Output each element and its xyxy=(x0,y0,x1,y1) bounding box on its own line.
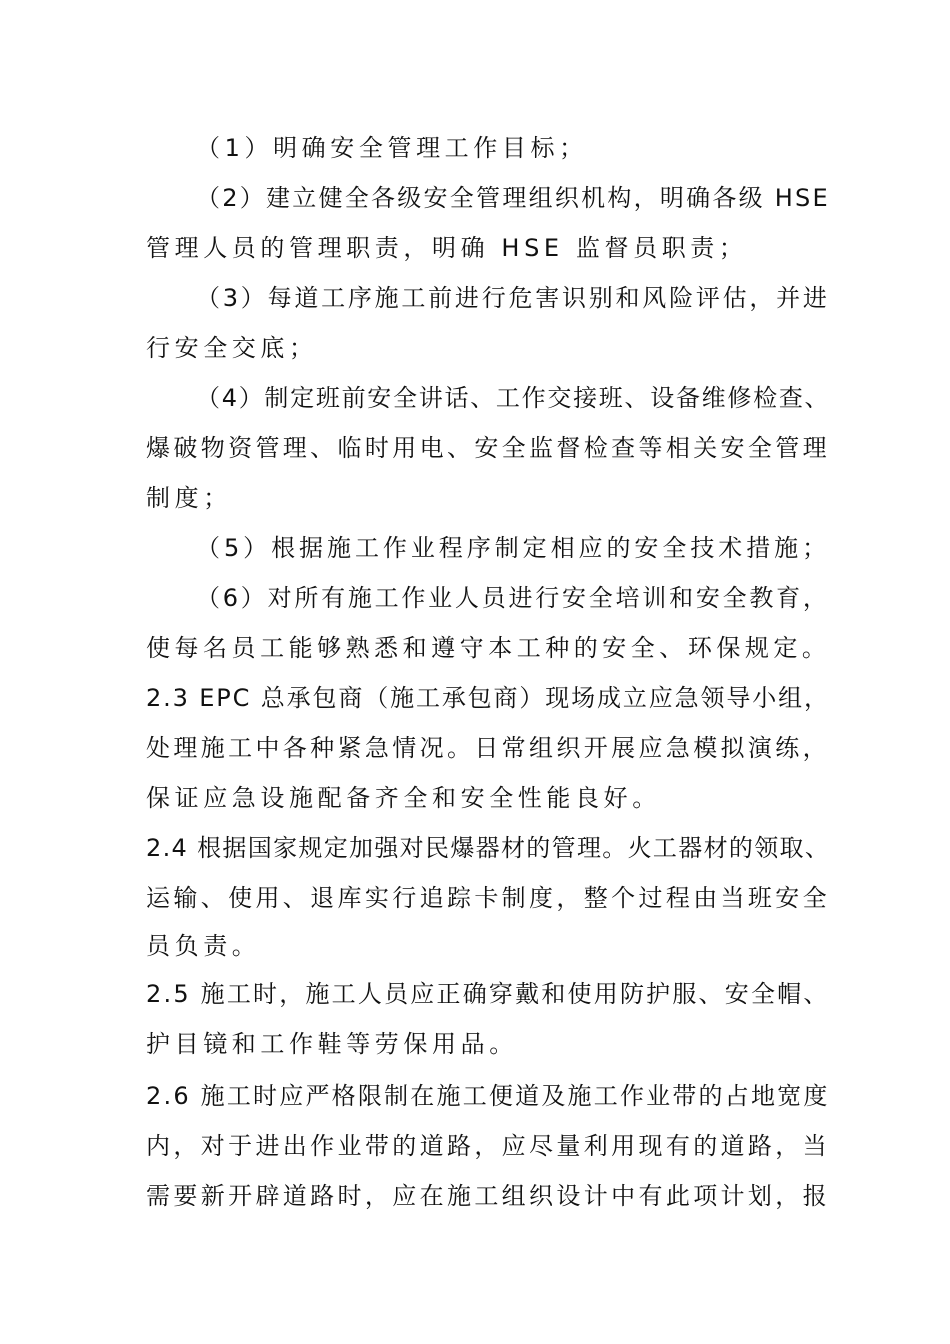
text-line: 使每名员工能够熟悉和遵守本工种的安全、环保规定。 xyxy=(146,634,831,662)
text-line: （6）对所有施工作业人员进行安全培训和安全教育， xyxy=(196,584,830,612)
text-line: 2.4 根据国家规定加强对民爆器材的管理。火工器材的领取、 xyxy=(146,834,831,862)
text-line: 2.6 施工时应严格限制在施工便道及施工作业带的占地宽度 xyxy=(146,1082,830,1110)
text-line: 内，对于进出作业带的道路，应尽量利用现有的道路，当 xyxy=(146,1132,830,1160)
text-line: （2）建立健全各级安全管理组织机构，明确各级 HSE xyxy=(196,184,830,212)
text-line: 2.5 施工时，施工人员应正确穿戴和使用防护服、安全帽、 xyxy=(146,980,830,1008)
text-line: （1）明确安全管理工作目标； xyxy=(196,134,588,162)
text-line: （4）制定班前安全讲话、工作交接班、设备维修检查、 xyxy=(196,384,831,412)
text-line: 员负责。 xyxy=(146,932,261,960)
text-line: 运输、使用、退库实行追踪卡制度，整个过程由当班安全 xyxy=(146,884,830,912)
text-line: 保证应急设施配备齐全和安全性能良好。 xyxy=(146,784,661,812)
text-line: 处理施工中各种紧急情况。日常组织开展应急模拟演练， xyxy=(146,734,830,762)
text-line: 护目镜和工作鞋等劳保用品。 xyxy=(146,1030,518,1058)
text-line: 管理人员的管理职责，明确 HSE 监督员职责； xyxy=(146,234,748,262)
text-line: 需要新开辟道路时，应在施工组织设计中有此项计划，报 xyxy=(146,1182,830,1210)
text-line: （5）根据施工作业程序制定相应的安全技术措施； xyxy=(196,534,831,562)
text-line: 制度； xyxy=(146,484,232,512)
text-line: 行安全交底； xyxy=(146,334,318,362)
text-line: 爆破物资管理、临时用电、安全监督检查等相关安全管理 xyxy=(146,434,830,462)
text-line: （3）每道工序施工前进行危害识别和风险评估，并进 xyxy=(196,284,830,312)
text-line: 2.3 EPC 总承包商（施工承包商）现场成立应急领导小组， xyxy=(146,684,830,712)
